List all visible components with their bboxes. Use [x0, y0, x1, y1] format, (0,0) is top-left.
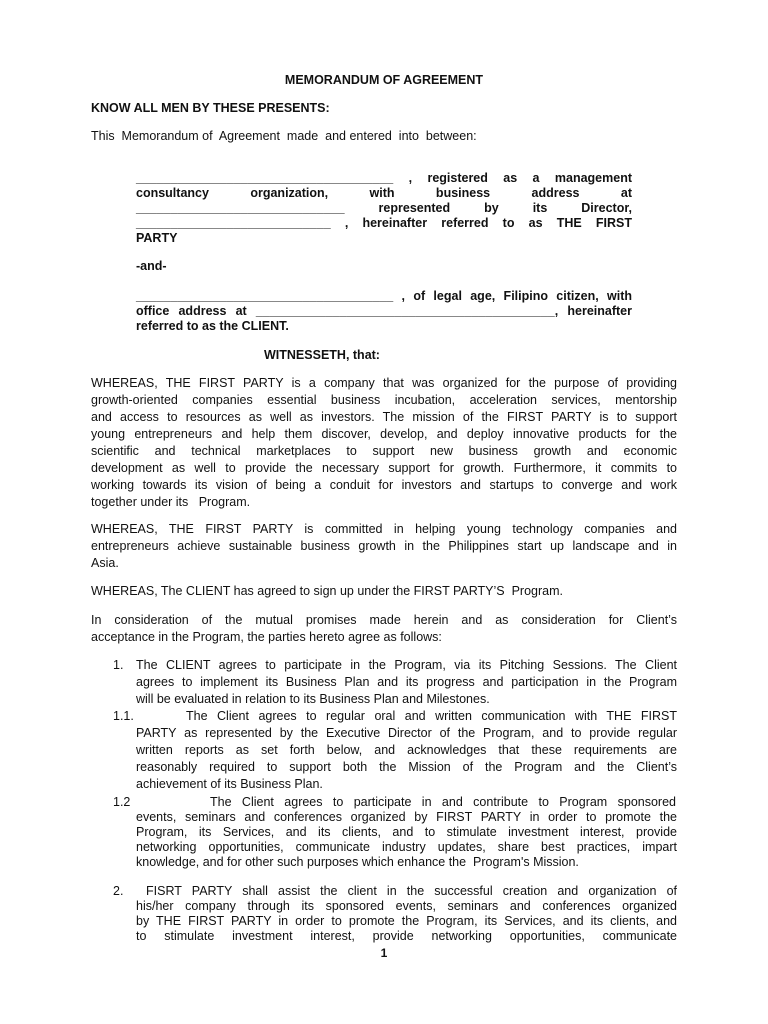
item2-line: to stimulate investment interest, provide networking opportunities, communicate	[136, 929, 677, 943]
party2-line: referred to as the CLIENT.	[136, 319, 289, 333]
item1-line: The CLIENT agrees to participate in the Program, via its Pitching Sessions. The Client	[136, 658, 677, 672]
item11-line: achievement of its Business Plan.	[136, 777, 323, 791]
party2-line: office address at ___________________________________________, hereinafter	[136, 304, 632, 318]
consideration-line: acceptance in the Program, the parties hereto agree as follows:	[91, 630, 442, 644]
item2-line: his/her company through its sponsored events, seminars and conferences organized	[136, 899, 677, 913]
whereas1-line: together under its Program.	[91, 495, 251, 509]
whereas2-line: entrepreneurs achieve sustainable business growth in the Philippines start up landscape and in	[91, 539, 677, 553]
party1-line: consultancy organization, with business address at	[136, 186, 632, 200]
party1-line: ______________________________ represented by its Director,	[136, 201, 632, 215]
item12-line: knowledge, and for other such purposes which enhance the Program's Mission.	[136, 855, 579, 869]
item12-line: The Client agrees to participate in and contribute to Program sponsored	[210, 795, 676, 809]
item12-number: 1.2	[113, 795, 131, 809]
item1-number: 1.	[113, 658, 124, 672]
item12-line: networking opportunities, communicate industry updates, share best practices, impart	[136, 840, 677, 854]
party1-line: ____________________________ , hereinafter referred to as THE FIRST	[136, 216, 632, 230]
whereas2-line: Asia.	[91, 556, 119, 570]
item2-line: by THE FIRST PARTY in order to promote the Program, its Services, and its clients, and	[136, 914, 677, 928]
whereas1-line: growth-oriented companies essential business incubation, acceleration services, mentorship	[91, 393, 677, 407]
item12-line: events, seminars and conferences organized by FIRST PARTY in order to promote the	[136, 810, 677, 824]
party1-line: _____________________________________ , registered as a management	[136, 171, 632, 185]
consideration-line: In consideration of the mutual promises made herein and as consideration for Client’s	[91, 613, 677, 627]
page-number: 1	[380, 946, 388, 960]
witnesseth-heading: WITNESSETH, that:	[264, 348, 380, 362]
know-all-heading: KNOW ALL MEN BY THESE PRESENTS:	[91, 101, 330, 115]
item11-line: The Client agrees to regular oral and written communication with THE FIRST	[186, 709, 677, 723]
item2-number: 2.	[113, 884, 124, 898]
document-title: MEMORANDUM OF AGREEMENT	[284, 73, 484, 87]
whereas1-line: development as well to provide the necessary support for growth. Furthermore, it commits to	[91, 461, 677, 475]
item1-line: agrees to implement its Business Plan and its progress and participation in the Program	[136, 675, 677, 689]
party2-line: _____________________________________ , of legal age, Filipino citizen, with	[136, 289, 632, 303]
party1-line: PARTY	[136, 231, 178, 245]
item12-line: Program, its Services, and its clients, and to stimulate investment interest, provide	[136, 825, 677, 839]
item1-line: will be evaluated in relation to its Business Plan and Milestones.	[136, 692, 490, 706]
whereas1-line: working towards its vision of being a conduit for investors and startups to converge and work	[91, 478, 677, 492]
item11-line: written reports as set forth below, and acknowledges that these requirements are	[136, 743, 677, 757]
and-separator: -and-	[136, 259, 167, 273]
whereas1-line: WHEREAS, THE FIRST PARTY is a company that was organized for the purpose of providing	[91, 376, 677, 390]
intro-line: This Memorandum of Agreement made and entered into between:	[91, 129, 477, 143]
whereas2-line: WHEREAS, THE FIRST PARTY is committed in helping young technology companies and	[91, 522, 677, 536]
item11-line: reasonably required to support both the Mission of the Program and the Client’s	[136, 760, 677, 774]
item2-line: FISRT PARTY shall assist the client in the successful creation and organization of	[146, 884, 677, 898]
whereas1-line: scientific and technical marketplaces to support new business growth and economic	[91, 444, 677, 458]
item11-line: PARTY as represented by the Executive Director of the Program, and to provide regular	[136, 726, 677, 740]
item11-number: 1.1.	[113, 709, 134, 723]
whereas3-line: WHEREAS, The CLIENT has agreed to sign up under the FIRST PARTY’S Program.	[91, 584, 563, 598]
whereas1-line: and access to resources as well as investors. The mission of the FIRST PARTY is to support	[91, 410, 677, 424]
whereas1-line: young entrepreneurs and help them discover, develop, and deploy innovative products for the	[91, 427, 677, 441]
